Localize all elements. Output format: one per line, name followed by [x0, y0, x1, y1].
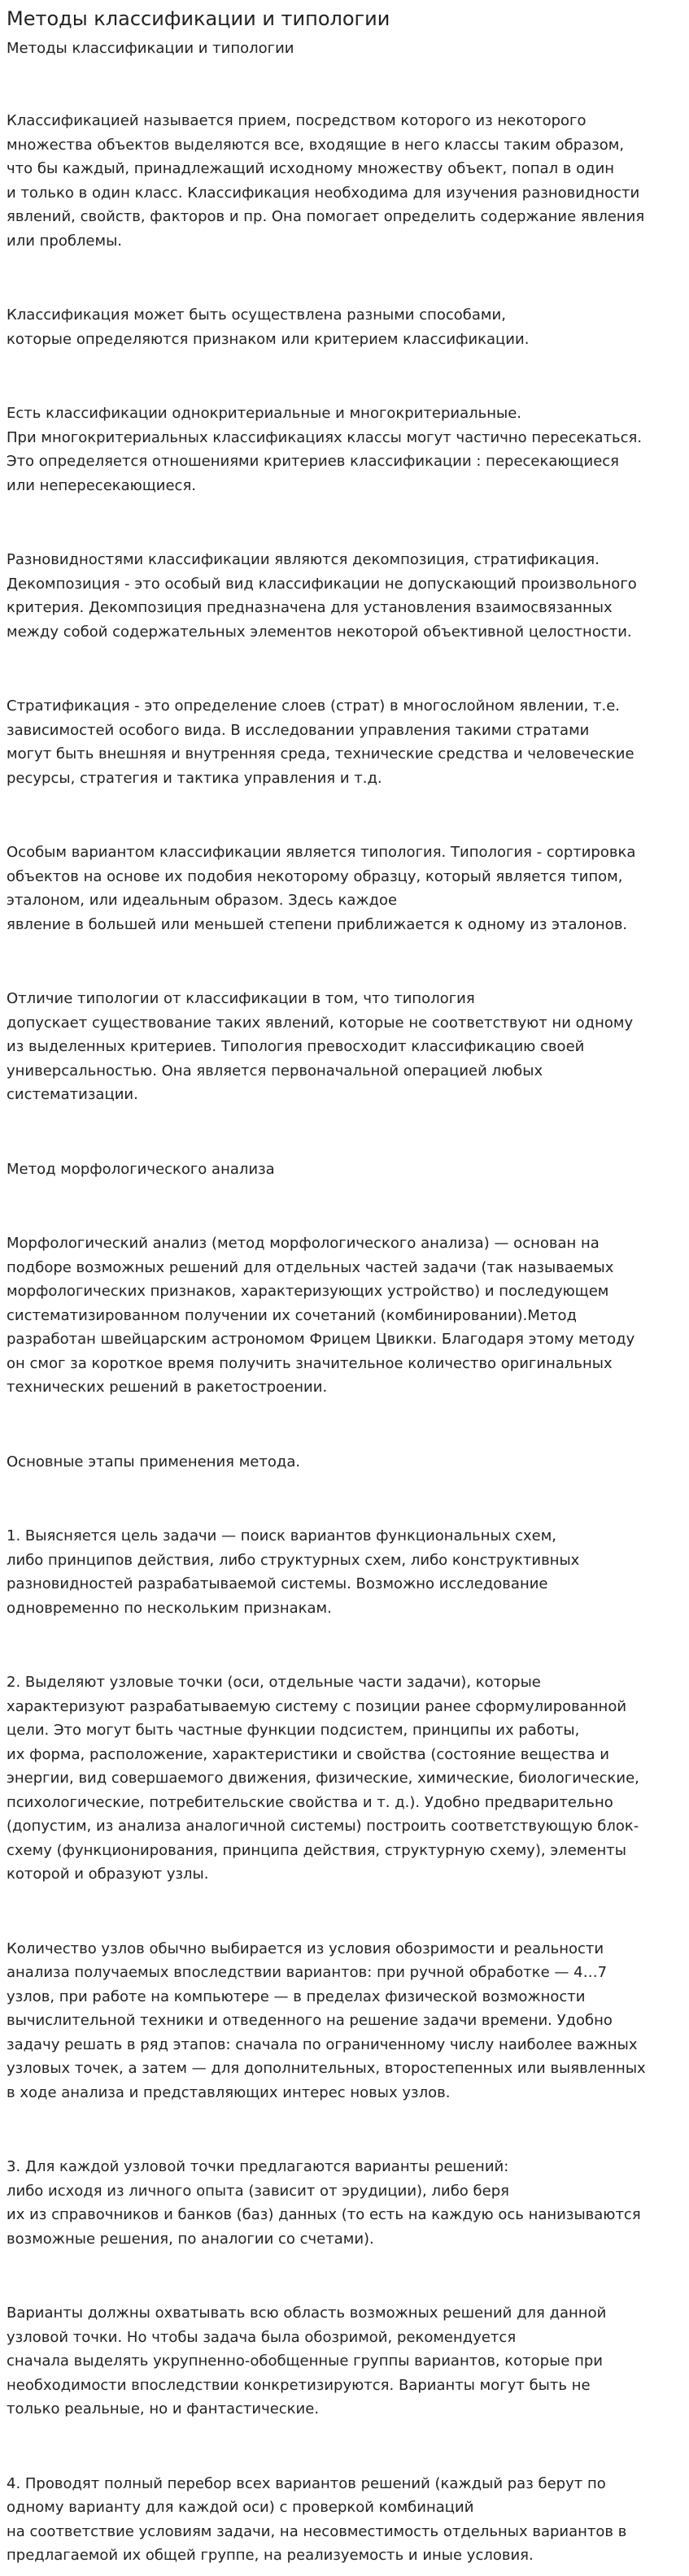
paragraph-morphological-definition: Морфологический анализ (метод морфологического анализа) — основан на подборе возможных решений для отдельных частей задачи (так называемых морфологических признаков, характеризующих устройство) и последующем систематизированном получении их сочетаний (комбинировании).Метод разработан швейцарским астрономом Фрицем Цвикки. Благодаря этому методу он смог за короткое время получить значительное количество оригинальных технических решений в ракетостроении. — [7, 1235, 635, 1396]
page-title: Методы классификации и типологии — [7, 7, 390, 30]
paragraph-stratification: Стратификация - это определение слоев (страт) в многослойном явлении, т.е. зависимостей особого вида. В исследовании управления такими стратами могут быть внешняя и внутренняя среда, технические средства и человеческие ресурсы, стратегия и тактика управления и т.д. — [7, 697, 634, 787]
paragraph-typology: Особым вариантом классификации является типология. Типология - сортировка объектов на основе их подобия некоторому образцу, который является типом, эталоном, или идеальным образом. Здесь каждое явление в большей или меньшей степени приближается к одному из эталонов. — [7, 844, 636, 933]
paragraph-stage-3: 3. Для каждой узловой точки предлагаются варианты решений: либо исходя из личного опыта (зависит от эрудиции), либо беря их из справочников и банков (баз) данных (то есть на каждую ось нанизываются возможные решения, по аналогии со счетами). — [7, 2158, 641, 2248]
paragraph-criteria-types: Есть классификации однокритериальные и многокритериальные. При многокритериальных классификациях классы могут частично пересекаться. Это определяется отношениями критериев классификации : пересекающиеся или непересекающиеся. — [7, 405, 643, 494]
paragraph-node-count: Количество узлов обычно выбирается из условия обозримости и реальности анализа получаемых впоследствии вариантов: при ручной обработке — 4…7 узлов, при работе на компьютере — в пределах физической возможности вычислительной техники и отведенного на решение задачи времени. Удобно задачу решать в ряд этапов: сначала по ограниченному числу наиболее важных узловых точек, а затем — для дополнительных, второстепенных или выявленных в ходе анализа и представляющих интерес новых узлов. — [7, 1940, 646, 2101]
paragraph-stage-2: 2. Выделяют узловые точки (оси, отдельные части задачи), которые характеризуют разрабатываемую систему с позиции ранее сформулированной цели. Это могут быть частные функции подсистем, принципы их работы, их форма, расположение, характеристики и свойства (состояние вещества и энергии, вид совершаемого движения, физические, химические, биологические, психологические, потребительские свойства и т. д.). Удобно предварительно (допустим, из анализа аналогичной системы) построить соответствующую блок- схему (функционирования, принципа действия, структурную схему), элементы которой и образуют узлы. — [7, 1674, 639, 1883]
paragraph-stage-4: 4. Проводят полный перебор всех вариантов решений (каждый раз берут по одному варианту для каждой оси) с проверкой комбинаций на соответствие условиям задачи, на несовместимость отдельных вариантов в предлагаемой их общей группе, на реализуемость и иные условия. — [7, 2474, 627, 2564]
page-subtitle: Методы классификации и типологии — [7, 40, 294, 57]
section-heading-morphological-analysis: Метод морфологического анализа — [7, 1160, 275, 1178]
paragraph-stage-1: 1. Выясняется цель задачи — поиск вариантов функциональных схем, либо принципов действия, либо структурных схем, либо конструктивных разновидностей разрабатываемой системы. Возможно исследование одновременно по нескольким признакам. — [7, 1527, 580, 1617]
paragraph-main-stages: Основные этапы применения метода. — [7, 1453, 301, 1470]
article-body — [7, 109, 682, 2568]
paragraph-decomposition: Разновидностями классификации являются декомпозиция, стратификация. Декомпозиция - это особый вид классификации не допускающий произвольного критерия. Декомпозиция предназначена для установления взаимосвязанных между собой содержательных элементов некоторой объективной целостности. — [7, 551, 637, 641]
paragraph-classification-methods: Классификация может быть осуществлена разными способами, которые определяются признаком или критерием классификации. — [7, 306, 530, 348]
paragraph-typology-difference: Отличие типологии от классификации в том, что типология допускает существование таких явлений, которые не соответствуют ни одному из выделенных критериев. Типология превосходит классификацию своей универсальностью. Она является первоначальной операцией любых систематизации. — [7, 990, 634, 1103]
paragraph-variants: Варианты должны охватывать всю область возможных решений для данной узловой точки. Но чтобы задача была обозримой, рекомендуется сначала выделять укрупненно-обобщенные группы вариантов, которые при необходимости впоследствии конкретизируются. Варианты могут быть не только реальные, но и фантастические. — [7, 2304, 607, 2417]
paragraph-classification-definition: Классификацией называется прием, посредством которого из некоторого множества объектов выделяются все, входящие в него классы таким образом, что бы каждый, принадлежащий исходному множеству объект, попал в один и только в один класс. Классификация необходима для изучения разновидности явлений, свойств, факторов и пр. Она помогает определить содержание явления или проблемы. — [7, 112, 645, 250]
